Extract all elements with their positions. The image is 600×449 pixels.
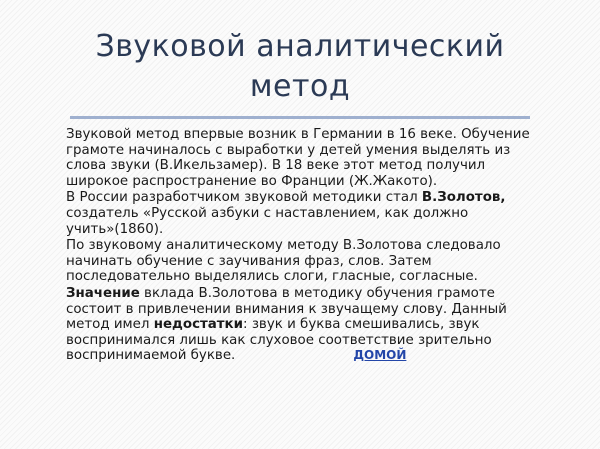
significance-bold: Значение [66,285,140,301]
text-line: По звуковому аналитическому методу В.Золотова следовало [66,238,501,254]
text-fragment: вклада В.Золотова в методику обучения грамоте [139,285,495,301]
text-fragment: В России разработчиком звуковой методики стал [66,190,422,206]
text-line: учить»(1860). [66,221,164,237]
slide-body [66,127,566,365]
drawbacks-bold: недостатки [153,317,244,333]
text-fragment: воспринимаемой букве. [66,348,236,364]
paragraph-russia [66,190,566,237]
text-line: начинать обучение с заучивания фраз, слов. Затем [66,253,432,269]
text-line: создатель «Русской азбуки с наставлением, как должно [66,205,469,221]
title-underline [70,116,530,119]
paragraph-significance [66,286,566,364]
slide-title [0,27,600,107]
text-fragment: метод имел [66,317,154,333]
text-line [66,190,566,206]
text-line: слова звуки (В.Икельзамер). В 18 веке этот метод получил [66,158,486,174]
paragraph-germany [66,127,566,189]
title-line-2: метод [249,69,351,104]
text-line: последовательно выделялись слоги, гласные, согласные. [66,269,478,285]
author-name-bold: В.Золотов, [421,190,506,206]
paragraph-method [66,238,566,285]
home-link[interactable]: ДОМОЙ [353,348,407,363]
text-line: Звуковой метод впервые возник в Германии в 16 веке. Обучение [66,127,530,142]
text-line: состоит в привлечении внимания к звучащему слову. Данный [66,301,507,317]
title-line-1: Звуковой аналитический [95,29,505,64]
text-line: воспринимался лишь как слуховое соответствие зрительно [66,332,492,348]
text-fragment: : звук и буква смешивались, звук [243,317,480,333]
text-line: широкое распространение во Франции (Ж.Жакото). [66,173,438,189]
text-line [66,285,566,302]
text-line: грамоте начиналось с выработки у детей умения выделять из [66,142,511,158]
text-line [66,348,566,364]
text-line [66,317,566,333]
